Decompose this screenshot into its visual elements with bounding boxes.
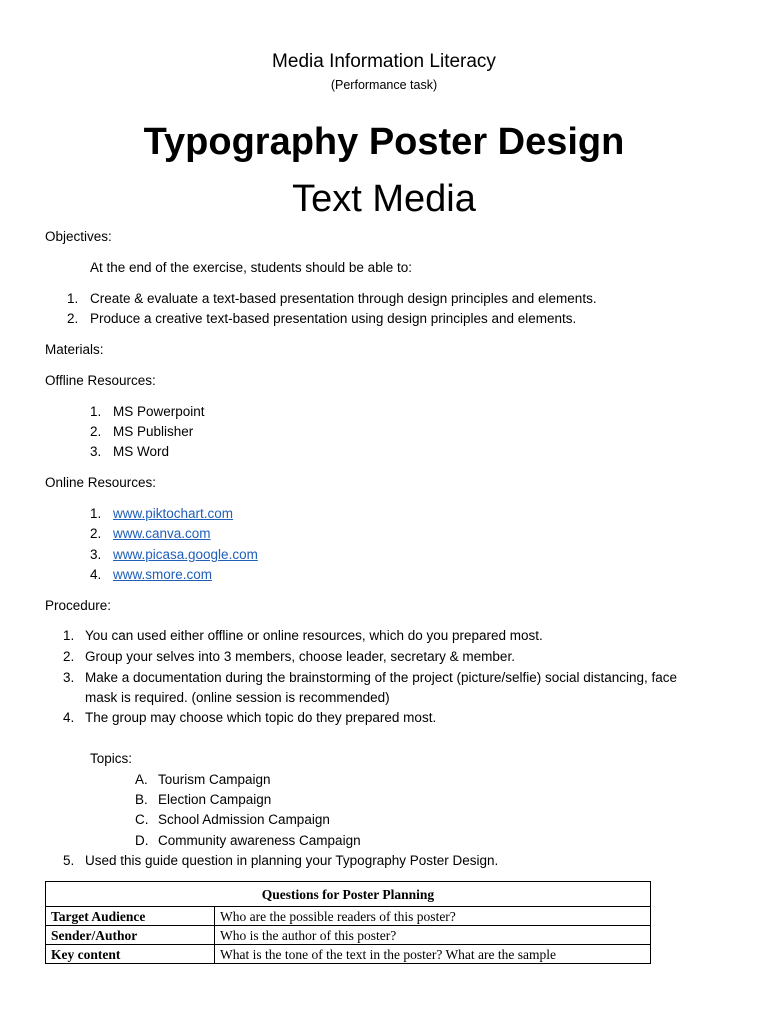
topics-heading: Topics: xyxy=(90,751,133,766)
objective-item: Produce a creative text-based presentation using design principles and elements. xyxy=(90,311,577,326)
topic-item: Tourism Campaign xyxy=(158,772,271,787)
objectives-heading: Objectives: xyxy=(45,229,112,244)
online-number: 3. xyxy=(90,547,102,562)
procedure-item: Used this guide question in planning your Typography Poster Design. xyxy=(85,853,499,868)
objectives-intro: At the end of the exercise, students should be able to: xyxy=(90,260,412,275)
offline-item: MS Publisher xyxy=(113,424,194,439)
table-row xyxy=(46,907,651,926)
procedure-number: 1. xyxy=(63,628,75,643)
offline-item: MS Powerpoint xyxy=(113,404,205,419)
topic-letter: A. xyxy=(135,772,148,787)
topic-letter: C. xyxy=(135,812,149,827)
topic-letter: B. xyxy=(135,792,148,807)
document-subtitle: Text Media xyxy=(292,178,476,220)
table-header-row xyxy=(46,882,651,907)
offline-number: 2. xyxy=(90,424,102,439)
poster-planning-table xyxy=(45,881,651,964)
objective-number: 2. xyxy=(67,311,79,326)
topic-item: Election Campaign xyxy=(158,792,272,807)
procedure-item: Group your selves into 3 members, choose leader, secretary & member. xyxy=(85,649,515,664)
online-resources-heading: Online Resources: xyxy=(45,475,157,490)
objective-number: 1. xyxy=(67,291,79,306)
online-number: 2. xyxy=(90,526,102,541)
procedure-heading: Procedure: xyxy=(45,598,112,613)
task-type: (Performance task) xyxy=(330,78,438,92)
online-number: 4. xyxy=(90,567,102,582)
online-number: 1. xyxy=(90,506,102,521)
offline-resources-heading: Offline Resources: xyxy=(45,373,156,388)
offline-number: 3. xyxy=(90,444,102,459)
procedure-item: The group may choose which topic do they prepared most. xyxy=(85,710,437,725)
procedure-item-continued: mask is required. (online session is recommended) xyxy=(85,690,390,705)
topic-item: School Admission Campaign xyxy=(158,812,330,827)
offline-item: MS Word xyxy=(113,444,170,459)
table-value-cell: Who are the possible readers of this poster? xyxy=(215,907,651,926)
procedure-number: 3. xyxy=(63,670,75,685)
online-resource-link[interactable]: www.picasa.google.com xyxy=(113,547,258,562)
procedure-number: 4. xyxy=(63,710,75,725)
table-row xyxy=(46,945,651,964)
procedure-item: Make a documentation during the brainstorming of the project (picture/selfie) social distancing, face xyxy=(85,670,678,685)
table-key-cell: Key content xyxy=(46,945,215,964)
objective-item: Create & evaluate a text-based presentation through design principles and elements. xyxy=(90,291,597,306)
procedure-number: 5. xyxy=(63,853,75,868)
table-key-cell: Target Audience xyxy=(46,907,215,926)
procedure-number: 2. xyxy=(63,649,75,664)
table-value-cell: Who is the author of this poster? xyxy=(215,926,651,945)
subject-heading: Media Information Literacy xyxy=(272,51,496,72)
topic-item: Community awareness Campaign xyxy=(158,833,361,848)
table-row xyxy=(46,926,651,945)
materials-heading: Materials: xyxy=(45,342,104,357)
document-title: Typography Poster Design xyxy=(143,121,625,163)
table-key-cell: Sender/Author xyxy=(46,926,215,945)
online-resource-link[interactable]: www.smore.com xyxy=(113,567,213,582)
topic-letter: D. xyxy=(135,833,149,848)
online-resource-link[interactable]: www.canva.com xyxy=(113,526,211,541)
offline-number: 1. xyxy=(90,404,102,419)
procedure-item: You can used either offline or online resources, which do you prepared most. xyxy=(85,628,543,643)
table-value-cell: What is the tone of the text in the poster? What are the sample xyxy=(215,945,651,964)
table-header: Questions for Poster Planning xyxy=(46,882,651,907)
online-resource-link[interactable]: www.piktochart.com xyxy=(113,506,234,521)
